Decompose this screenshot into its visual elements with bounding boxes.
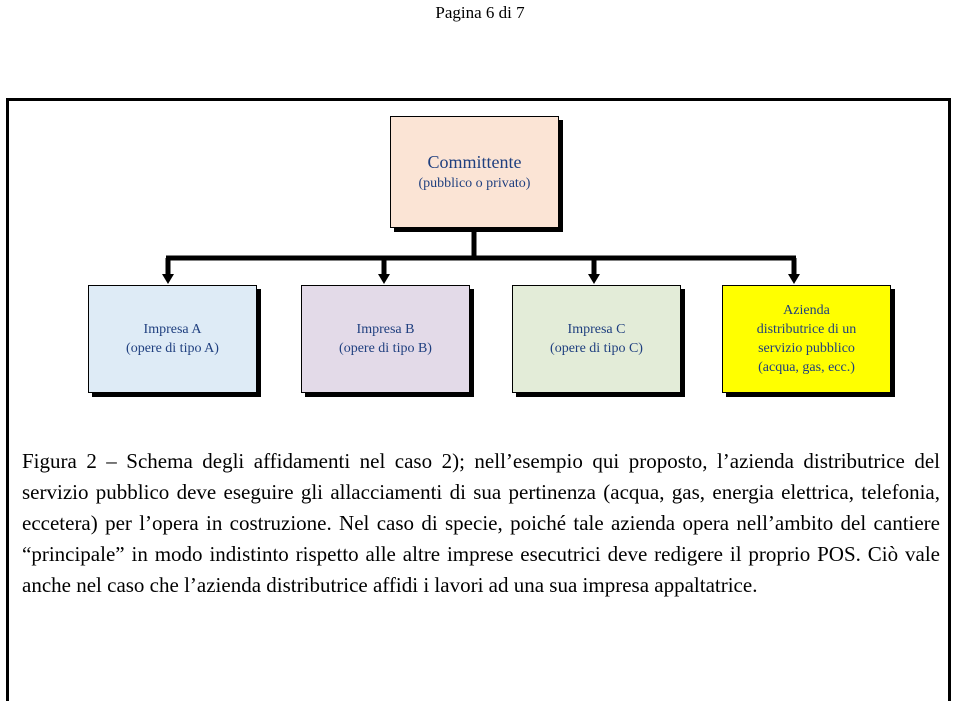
node-impresa-b-line2: (opere di tipo B) — [339, 341, 432, 356]
node-impresa-c — [512, 285, 681, 393]
node-impresa-a-line2: (opere di tipo A) — [126, 341, 219, 356]
node-impresa-c-line2: (opere di tipo C) — [550, 341, 643, 356]
figure-caption: Figura 2 – Schema degli affidamenti nel caso 2); nell’esempio qui proposto, l’azienda distributrice del servizio pubblico deve eseguire gli allacciamenti di sua pertinenza (acqua, gas, energia elettrica, telefonia, eccetera) per l’opera in costruzione. Nel caso di specie, poiché tale azienda opera nell’ambito del cantiere “principale” in modo indistinto rispetto alle altre imprese esecutrici deve redigere il proprio POS. Ciò vale anche nel caso che l’azienda distributrice affidi i lavori ad una sua impresa appaltatrice. — [22, 449, 940, 597]
node-impresa-c-line1: Impresa C — [567, 322, 626, 337]
node-impresa-b-line1: Impresa B — [356, 322, 415, 337]
node-azienda-line1: Azienda — [783, 303, 830, 318]
node-azienda-distributrice — [722, 285, 891, 393]
node-impresa-a-line1: Impresa A — [143, 322, 202, 337]
node-impresa-a — [88, 285, 257, 393]
node-azienda-line2: distributrice di un — [756, 322, 857, 337]
node-committente-subtitle: (pubblico o privato) — [418, 176, 531, 191]
node-committente-title: Committente — [427, 152, 522, 172]
node-committente — [390, 116, 559, 228]
page-number: Pagina 6 di 7 — [435, 3, 525, 22]
node-azienda-line4: (acqua, gas, ecc.) — [758, 360, 855, 375]
node-azienda-line3: servizio pubblico — [758, 341, 855, 356]
node-impresa-b — [301, 285, 470, 393]
